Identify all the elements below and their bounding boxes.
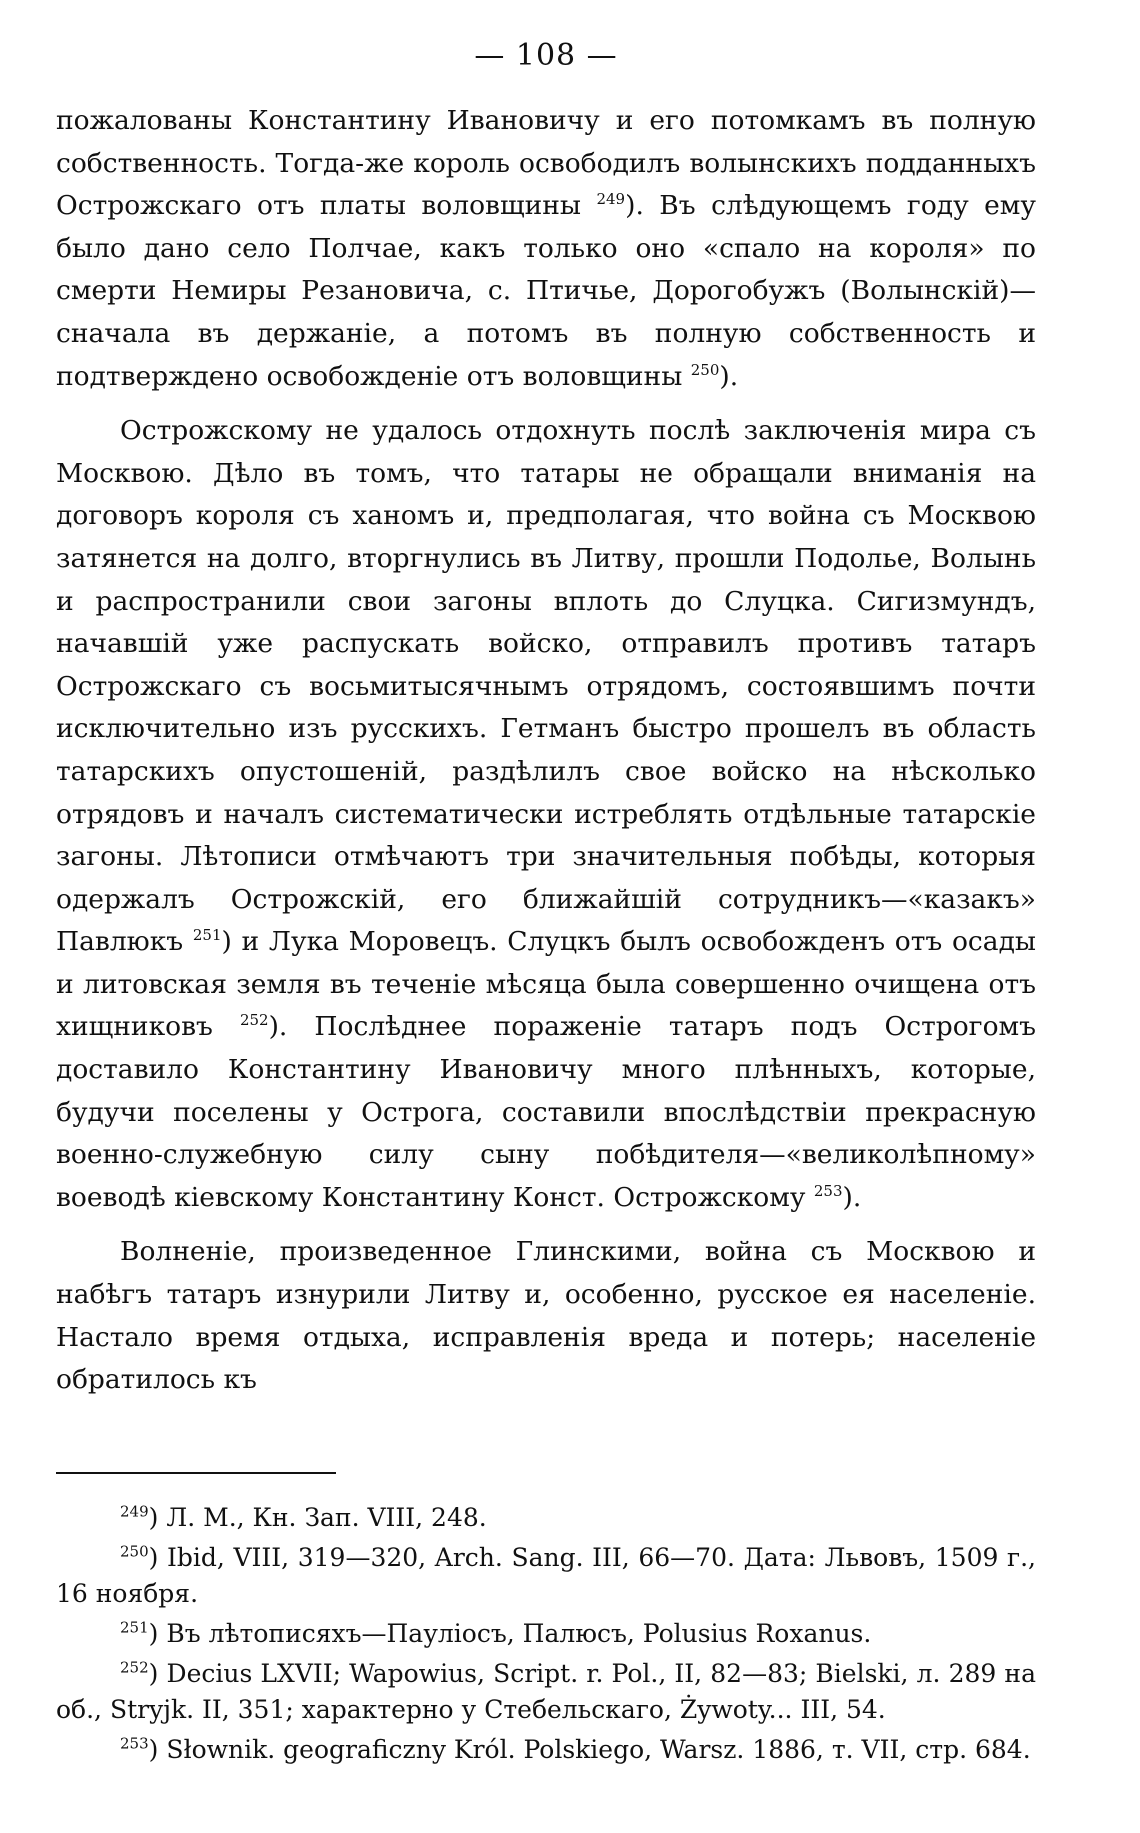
footnote-text: Ibid, VIII, 319—320, Arch. Sang. III, 66—70. Дата: Львовъ, 1509 г., 16 ноября. <box>56 1542 1037 1608</box>
paragraph-text: пожалованы Константину Ивановичу и его потомкамъ въ полную собственность. Тогда-же король освободилъ волынскихъ подданныхъ Острожскаго отъ платы воловщины <box>56 105 1036 222</box>
paragraph-text: ). <box>842 1181 862 1213</box>
footnote-text: Decius LXVII; Wapowius, Script. r. Pol., II, 82—83; Bielski, л. 289 на об., Stryjk. II, 351; характерно у Стебельскаго, Żywoty... III, 54. <box>56 1658 1037 1724</box>
footnote: $^{249}$) Л. М., Кн. Зап. VIII, 248. <box>120 1502 487 1532</box>
paragraph-text: Острожскому не удалось отдохнуть послѣ заключенія мира съ Москвою. Дѣло въ томъ, что татары не обращали вниманія на договоръ короля съ ханомъ и, предполагая, что война съ Москвою затянется на долго, вторгнулись въ Литву, прошли Подолье, Волынь и распространили свои загоны вплоть до Слуцка. Сигизмундъ, начавшій уже распускать войско, отправилъ противъ татаръ Острожскаго съ восьмитысячнымъ отрядомъ, состоявшимъ почти исключительно изъ русскихъ. Гетманъ быстро прошелъ въ область татарскихъ опустошеній, раздѣлилъ свое войско на нѣсколько отрядовъ и началъ систематически истреблять отдѣльные татарскіе загоны. Лѣтописи отмѣчаютъ три значительныя побѣды, которыя одержалъ Острожскій, его ближайшій сотрудникъ—«казакъ» Павлюкъ <box>56 415 1036 958</box>
body-text <box>56 100 1036 1402</box>
footnote-number: 249 <box>120 1502 149 1521</box>
paragraph <box>56 1231 1036 1401</box>
page-number: — 108 — <box>474 38 618 73</box>
footnote-ref[interactable]: 253 <box>813 1182 843 1201</box>
footnote: $^{250}$) Ibid, VIII, 319—320, Arch. Sang. III, 66—70. Дата: Львовъ, 1509 г., 16 ноября. <box>56 1542 1037 1608</box>
footnote-ref[interactable]: 249 <box>596 190 626 209</box>
footnote: $^{253}$) Słownik. geograficzny Król. Polskiego, Warsz. 1886, т. VII, стр. 684. <box>120 1734 1031 1764</box>
footnote-number: 251 <box>120 1618 149 1637</box>
footnotes <box>56 1500 1036 1768</box>
paragraph-text: Волненіе, произведенное Глинскими, война съ Москвою и набѣгъ татаръ изнурили Литву и, особенно, русское ея населеніе. Настало время отдыха, исправленія вреда и потерь; населеніе обратилось къ <box>56 1236 1036 1396</box>
footnote-number: 253 <box>120 1734 149 1753</box>
footnote-text: Л. М., Кн. Зап. VIII, 248. <box>166 1502 487 1532</box>
paragraph <box>56 410 1036 1219</box>
footnote-text: Słownik. geograficzny Król. Polskiego, Warsz. 1886, т. VII, стр. 684. <box>166 1734 1031 1764</box>
footnote-ref[interactable]: 250 <box>690 360 720 379</box>
paragraph-text: ) и Лука Моровецъ. Слуцкъ былъ освобожденъ отъ осады и литовская земля въ теченіе мѣсяца была совершенно очищена отъ хищниковъ <box>56 926 1036 1043</box>
paragraph-text: ). <box>719 360 739 392</box>
footnote-text: Въ лѣтописяхъ—Пауліосъ, Палюсъ, Polusius Roxanus. <box>166 1618 872 1648</box>
footnote: $^{251}$) Въ лѣтописяхъ—Пауліосъ, Палюсъ, Polusius Roxanus. <box>120 1618 872 1648</box>
paragraph-text: ). Послѣднее пораженіе татаръ подъ Острогомъ доставило Константину Ивановичу много плѣнныхъ, которые, будучи поселены у Острога, составили впослѣдствіи прекрасную военно-служебную силу сыну побѣдителя—«великолѣпному» воеводѣ кіевскому Константину Конст. Острожскому <box>56 1011 1036 1213</box>
footnote-number: 252 <box>120 1658 149 1677</box>
footnote-number: 250 <box>120 1542 149 1561</box>
document-page <box>56 36 1036 1772</box>
footnote-divider <box>56 1472 336 1474</box>
paragraph <box>56 100 1036 398</box>
footnote: $^{252}$) Decius LXVII; Wapowius, Script. r. Pol., II, 82—83; Bielski, л. 289 на об., Stryjk. II, 351; характерно у Стебельскаго, Żywoty... III, 54. <box>56 1658 1037 1724</box>
footnote-ref[interactable]: 251 <box>192 926 222 945</box>
footnote-ref[interactable]: 252 <box>239 1011 269 1030</box>
paragraph-text: ). Въ слѣдующемъ году ему было дано село Полчае, какъ только оно «спало на короля» по смерти Немиры Резановича, с. Птичье, Дорогобужъ (Волынскій)—сначала въ держаніе, а потомъ въ полную собственность и подтверждено освобожденіе отъ воловщины <box>56 190 1037 392</box>
